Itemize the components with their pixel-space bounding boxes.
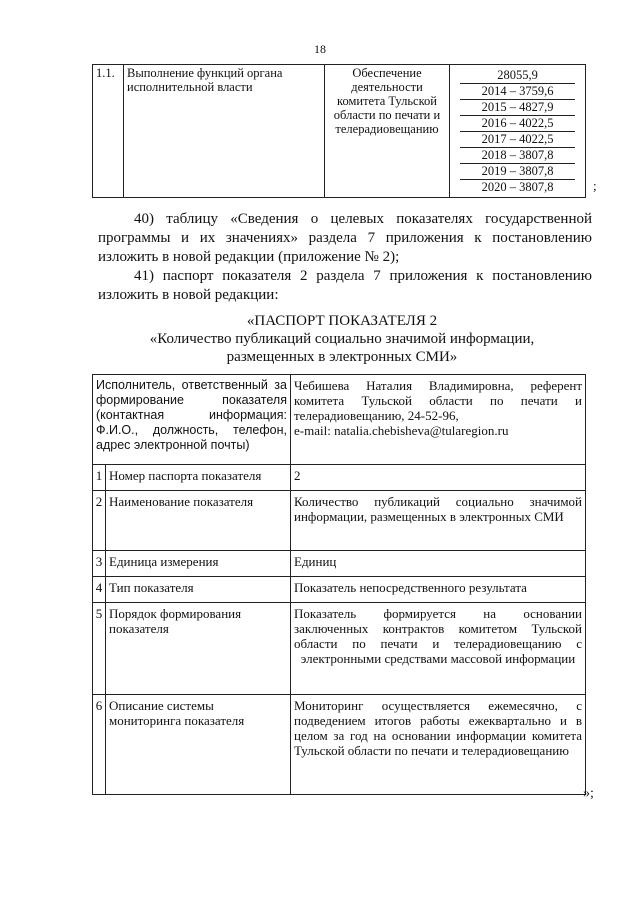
passport-trailing-mark: »;: [583, 786, 594, 801]
funding-year: 2016 – 4022,5: [460, 116, 575, 132]
row-number: 4: [93, 577, 106, 603]
row-number: 3: [93, 551, 106, 577]
page-number: 18: [314, 42, 326, 56]
row-number: 1.1.: [93, 65, 124, 198]
table-row: [93, 465, 586, 491]
paragraph-41: 41) паспорт показателя 2 раздела 7 приложения к постановлению изложить в новой редакции:: [98, 268, 592, 303]
executor-contact: Чебишева Наталия Владимировна, референт комитета Тульской области по печати и телерадиовещанию, 24-52-96,: [294, 378, 582, 423]
table-trailing-semicolon: ;: [593, 178, 597, 193]
table-row: [93, 603, 586, 695]
passport-title: «ПАСПОРТ ПОКАЗАТЕЛЯ 2: [246, 313, 438, 329]
funding-table: [92, 64, 586, 198]
row-number: 2: [93, 491, 106, 551]
row-value: Единиц: [291, 551, 586, 577]
funding-year: 2017 – 4022,5: [460, 132, 575, 148]
row-value: Показатель формируется на основании заключенных контрактов комитетом Тульской области по печати и телерадиовещанию с электронными средствами массовой информации: [291, 603, 586, 695]
executor-email: e-mail: natalia.chebisheva@tularegion.ru: [294, 423, 509, 438]
row-label: Порядок формирования показателя: [106, 603, 291, 695]
row-label: Наименование показателя: [106, 491, 291, 551]
table-row: [93, 65, 586, 198]
table-row: [93, 577, 586, 603]
executor-label: Исполнитель, ответственный за формирование показателя (контактная информация: Ф.И.О., должность, телефон, адрес электронной почты): [93, 375, 291, 465]
function-cell: Выполнение функций органа исполнительной власти: [124, 65, 325, 198]
table-row: [93, 551, 586, 577]
row-value: Мониторинг осуществляется ежемесячно, с подведением итогов работы ежеквартально и в целом за год на основании информации комитета Тульской области по печати и телерадиовещанию: [291, 695, 586, 795]
passport-subtitle-line1: «Количество публикаций социально значимой информации,: [149, 331, 535, 347]
row-value: 2: [291, 465, 586, 491]
row-number: 1: [93, 465, 106, 491]
passport-table: [92, 374, 586, 795]
row-number: 6: [93, 695, 106, 795]
row-value: Показатель непосредственного результата: [291, 577, 586, 603]
row-label: Единица измерения: [106, 551, 291, 577]
funding-year: 2020 – 3807,8: [481, 180, 554, 194]
row-label: Номер паспорта показателя: [106, 465, 291, 491]
row-label: Описание системы мониторинга показателя: [106, 695, 291, 795]
paragraph-40: 40) таблицу «Сведения о целевых показателях государственной программы и их значениях» раздела 7 приложения к постановлению изложить в новой редакции (приложение № 2);: [98, 211, 592, 265]
row-value: Количество публикаций социально значимой информации, размещенных в электронных СМИ: [291, 491, 586, 551]
row-label: Тип показателя: [106, 577, 291, 603]
funding-cell: [450, 65, 586, 198]
funding-year: 2018 – 3807,8: [460, 148, 575, 164]
table-row: [93, 695, 586, 795]
executor-value: [291, 375, 586, 465]
funding-year: 2015 – 4827,9: [460, 100, 575, 116]
passport-subtitle-line2: размещенных в электронных СМИ»: [226, 349, 458, 365]
table-row: [93, 375, 586, 465]
funding-year: 2014 – 3759,6: [460, 84, 575, 100]
row-number: 5: [93, 603, 106, 695]
funding-total: 28055,9: [460, 67, 575, 84]
table-row: [93, 491, 586, 551]
provider-cell: Обеспечение деятельности комитета Тульской области по печати и телерадиовещанию: [325, 65, 450, 198]
funding-year: 2019 – 3807,8: [460, 164, 575, 180]
